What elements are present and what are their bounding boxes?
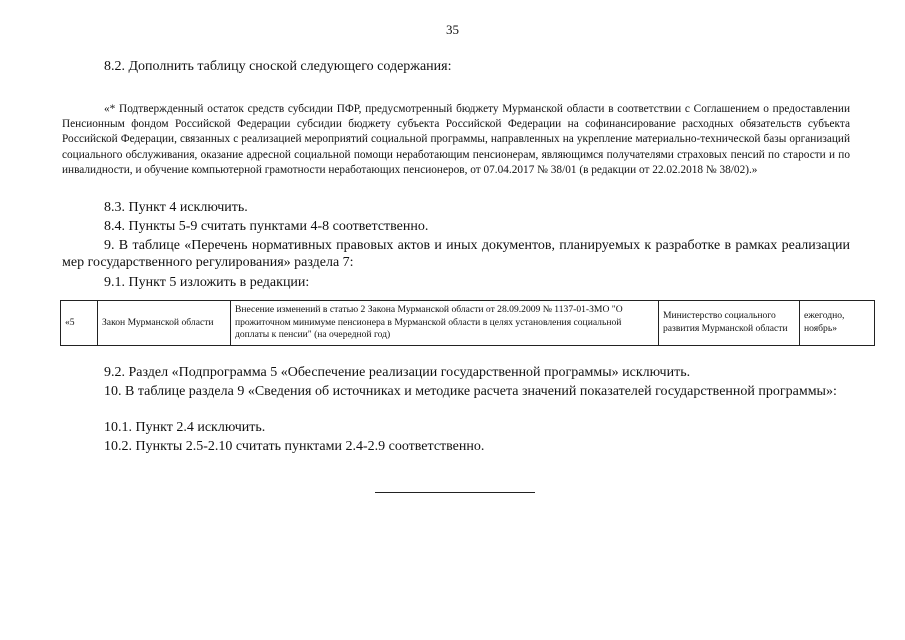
row-number-cell: «5 (61, 301, 98, 346)
paragraph-8-3: 8.3. Пункт 4 исключить. (104, 200, 248, 215)
paragraph-9-2: 9.2. Раздел «Подпрограмма 5 «Обеспечение реализации государственной программы» исключить. (104, 365, 691, 380)
responsible-cell: Министерство социального развития Мурманской области (659, 301, 800, 346)
document-name-cell: Внесение изменений в статью 2 Закона Мурманской области от 28.09.2009 № 1137-01-ЗМО "О прожиточном минимуме пенсионера в Мурманской области в целях установления социальной доплаты к пенсии" (на очередной год) (231, 301, 659, 346)
deadline-cell: ежегодно, ноябрь» (800, 301, 875, 346)
footnote-text: «* Подтвержденный остаток средств субсидии ПФР, предусмотренный бюджету Мурманской области в соответствии с Соглашением о предоставлении Пенсионным фондом Российской Федерации субсидии бюджету субъекта Российской Федерации на софинансирование расходных обязательств субъекта Российской Федерации, связанных с реализацией мероприятий социальной программы, направленных на укрепление материально-технической базы организаций социального обслуживания, оказание адресной социальной помощи неработающим пенсионерам, являющимся получателями страховых пенсий по старости и по инвалидности, и обучение компьютерной грамотности неработающих пенсионеров, от 07.04.2017 № 38/01 (в редакции от 22.02.2018 № 38/02).» (62, 103, 850, 176)
table-row (61, 301, 875, 346)
paragraph-10-2: 10.2. Пункты 2.5-2.10 считать пунктами 2.4-2.9 соответственно. (104, 439, 485, 454)
document-type-cell: Закон Мурманской области (98, 301, 231, 346)
page-number: 35 (446, 22, 459, 37)
paragraph-9: 9. В таблице «Перечень нормативных правовых актов и иных документов, планируемых к разработке в рамках реализации мер государственного регулирования» раздела 7: (62, 238, 850, 270)
paragraph-10-1: 10.1. Пункт 2.4 исключить. (104, 420, 266, 435)
paragraph-8-2: 8.2. Дополнить таблицу сноской следующего содержания: (104, 59, 452, 74)
paragraph-10: 10. В таблице раздела 9 «Сведения об источниках и методике расчета значений показателей государственной программы»: (104, 384, 837, 399)
documents-table (60, 300, 875, 346)
closing-rule (375, 492, 535, 493)
paragraph-9-1: 9.1. Пункт 5 изложить в редакции: (104, 275, 310, 290)
paragraph-8-4: 8.4. Пункты 5-9 считать пунктами 4-8 соответственно. (104, 219, 429, 234)
